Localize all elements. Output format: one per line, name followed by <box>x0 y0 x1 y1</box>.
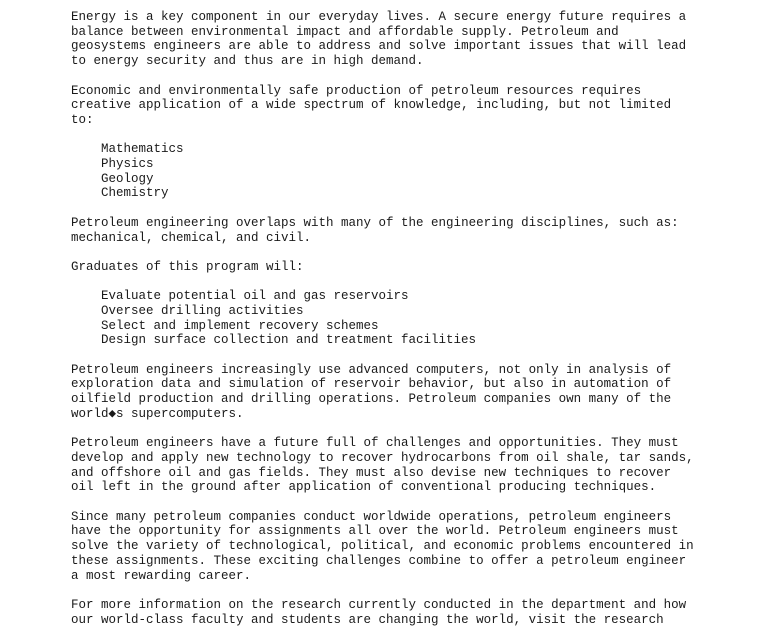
list-item: Physics <box>101 157 154 171</box>
spacer <box>71 583 751 598</box>
spacer <box>71 422 751 437</box>
challenges-paragraph: Petroleum engineers have a future full of challenges and opportunities. They must develop and apply new technology to recover hydrocarbons from oil shale, tar sands, and offshore oil and gas fields. They must also devise new techniques to recover oil left in the ground after application of conventional producing techniques. <box>71 436 694 495</box>
overlap-paragraph: Petroleum engineering overlaps with many of the engineering disciplines, such as: mechanical, chemical, and civil. <box>71 215 679 245</box>
list-item: Chemistry <box>101 186 169 201</box>
document-page <box>71 10 751 627</box>
list-item: Design surface collection and treatment facilities <box>101 333 477 348</box>
knowledge-list <box>71 142 751 201</box>
spacer <box>71 69 751 84</box>
intro-paragraph: Energy is a key component in our everyday lives. A secure energy future requires a balance between environmental impact and affordable supply. Petroleum and geosystems engineers are able to address and solve important issues that will lead to energy security and thus are in high demand. <box>71 10 687 69</box>
list-item: Select and implement recovery schemes <box>101 318 379 333</box>
spacer <box>71 245 751 260</box>
list-item: Evaluate potential oil and gas reservoirs <box>101 289 409 304</box>
spacer <box>71 495 751 510</box>
list-item: Oversee drilling activities <box>101 303 304 318</box>
list-item: Mathematics <box>101 142 184 157</box>
spacer <box>71 348 751 363</box>
knowledge-paragraph: Economic and environmentally safe production of petroleum resources requires creative application of a wide spectrum of knowledge, including, but not limited to: <box>71 83 672 127</box>
graduates-list <box>71 289 751 348</box>
more-info-paragraph: For more information on the research currently conducted in the department and how our world-class faculty and students are changing the world, visit the research <box>71 597 687 627</box>
spacer <box>71 275 751 290</box>
spacer <box>71 128 751 143</box>
spacer <box>71 201 751 216</box>
worldwide-paragraph: Since many petroleum companies conduct worldwide operations, petroleum engineers have the opportunity for assignments all over the world. Petroleum engineers must solve the variety of technological, political, and economic problems encountered in these assignments. These exciting challenges combine to offer a petroleum engineer a most rewarding career. <box>71 509 694 583</box>
graduates-paragraph: Graduates of this program will: <box>71 259 304 274</box>
list-item: Geology <box>101 171 154 186</box>
computers-paragraph: Petroleum engineers increasingly use advanced computers, not only in analysis of exploration data and simulation of reservoir behavior, but also in automation of oilfield production and drilling operations. Petroleum companies own many of the world◆s supercomputers. <box>71 362 672 421</box>
